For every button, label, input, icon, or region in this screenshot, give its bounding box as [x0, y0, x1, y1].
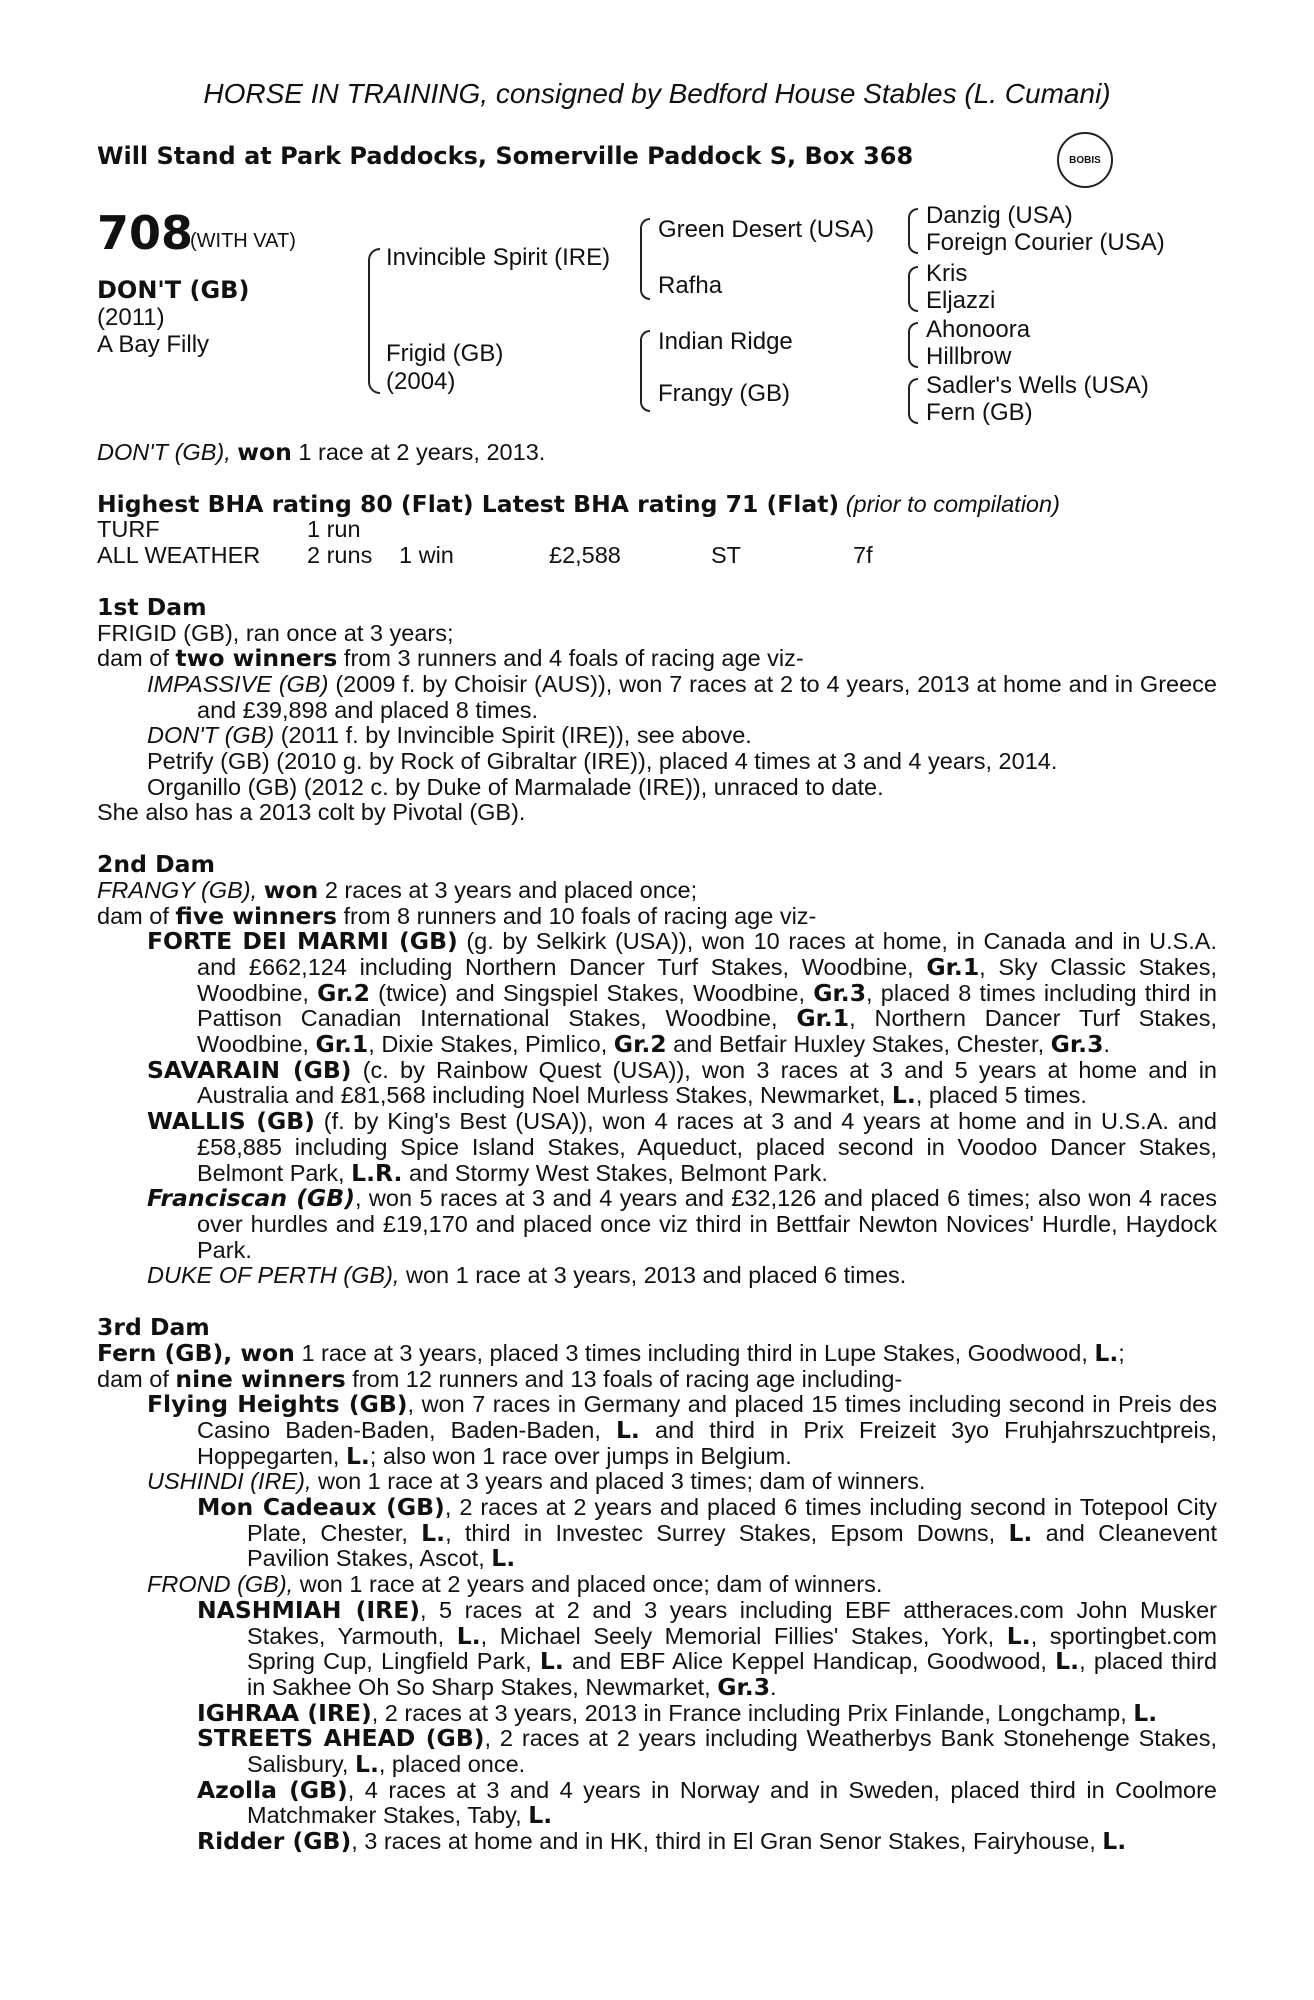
turf-record: TURF 1 run [97, 516, 361, 543]
bha-rating: Highest BHA rating 80 (Flat) Latest BHA rating 71 (Flat) (prior to compilation) [97, 489, 1060, 518]
sire-sire-sire: Danzig (USA) [926, 202, 1073, 229]
sire-dam-dam: Eljazzi [926, 287, 996, 314]
second-dam-heading: 2nd Dam [97, 850, 215, 879]
dam-dam: Frangy (GB) [658, 380, 791, 407]
second-dam-line: FRANGY (GB), won 2 races at 3 years and placed once; [97, 875, 698, 904]
third-dam-foal: Flying Heights (GB), won 7 races in Germany and placed 15 times including second in Preis des Casino Baden-Baden, Baden-Baden, L. and third in Prix Freizeit 3yo Fruhjahrszuchtpreis, Hoppegarten, L.; also won 1 race over jumps in Belgium. [147, 1390, 1217, 1470]
first-dam-heading: 1st Dam [97, 592, 207, 621]
dd-brace [908, 378, 918, 424]
dam-sire-dam: Hillbrow [926, 343, 1012, 370]
lot-number: 708 [97, 206, 194, 260]
first-dam-produce: dam of two winners from 3 runners and 4 foals of racing age viz- [97, 644, 804, 673]
dam: Frigid (GB) [386, 340, 504, 367]
second-dam-produce: dam of five winners from 8 runners and 10 foals of racing age viz- [97, 901, 817, 930]
sire-brace [640, 218, 650, 300]
first-dam-foal: IMPASSIVE (GB) (2009 f. by Choisir (AUS)), won 7 races at 2 to 4 years, 2013 at home and in Greece and £39,898 and placed 8 times. [147, 670, 1217, 723]
first-dam-foal: Organillo (GB) (2012 c. by Duke of Marmalade (IRE)), unraced to date. [147, 773, 884, 800]
race-summary: DON'T (GB), won 1 race at 2 years, 2013. [97, 438, 546, 466]
third-dam-grandfoal: IGHRAA (IRE), 2 races at 3 years, 2013 in France including Prix Finlande, Longchamp, L. [197, 1698, 1158, 1727]
horse-name: DON'T (GB) [97, 276, 250, 304]
first-dam-note: She also has a 2013 colt by Pivotal (GB). [97, 799, 526, 826]
dam-year: (2004) [386, 368, 456, 395]
stand-location: Will Stand at Park Paddocks, Somerville Paddock S, Box 368 [97, 142, 914, 170]
first-dam-foal: DON'T (GB) (2011 f. by Invincible Spirit (IRE)), see above. [147, 722, 752, 749]
pedigree-brace [368, 248, 380, 394]
third-dam-grandfoal: Mon Cadeaux (GB), 2 races at 2 years and placed 6 times including second in Totepool City Plate, Chester, L., third in Investec Surrey Stakes, Epsom Downs, L. and Cleanevent Pavilion Stakes, Ascot, L. [197, 1493, 1218, 1573]
third-dam-produce: dam of nine winners from 12 runners and 13 foals of racing age including- [97, 1364, 903, 1393]
third-dam-grandfoal: Ridder (GB), 3 races at home and in HK, third in El Gran Senor Stakes, Fairyhouse, L. [197, 1827, 1127, 1856]
sd-brace [908, 266, 918, 312]
second-dam-foal: WALLIS (GB) (f. by King's Best (USA)), won 4 races at 3 and 4 years at home and in U.S.A. and £58,885 including Spice Island Stakes, Aqueduct, placed second in Voodoo Dancer Stakes, Belmont Park, L.R. and Stormy West Stakes, Belmont Park. [147, 1107, 1217, 1187]
first-dam-line: FRIGID (GB), ran once at 3 years; [97, 619, 454, 646]
second-dam-foal: FORTE DEI MARMI (GB) (g. by Selkirk (USA)), won 10 races at home, in Canada and in U.S.A. and £662,124 including Northern Dancer Turf Stakes, Woodbine, Gr.1, Sky Classic Stakes, Woodbine, Gr.2 (twice) and Singspiel Stakes, Woodbine, Gr.3, placed 8 times including third in Pattison Canadian International Stakes, Woodbine, Gr.1, Northern Dancer Turf Stakes, Woodbine, Gr.1, Dixie Stakes, Pimlico, Gr.2 and Betfair Huxley Stakes, Chester, Gr.3. [147, 927, 1218, 1059]
horse-description: A Bay Filly [97, 331, 210, 358]
all-weather-record: ALL WEATHER 2 runs 1 win £2,588 ST 7f [97, 542, 873, 569]
sire: Invincible Spirit (IRE) [386, 244, 611, 271]
sire-dam: Rafha [658, 272, 723, 299]
bobis-logo-icon [1057, 132, 1113, 188]
third-dam-heading: 3rd Dam [97, 1313, 210, 1342]
third-dam-line: Fern (GB), won 1 race at 3 years, placed 3 times including third in Lupe Stakes, Goodwood, L.; [97, 1338, 1125, 1367]
foaling-year: (2011) [97, 304, 165, 331]
sire-sire-dam: Foreign Courier (USA) [926, 229, 1165, 256]
second-dam-foal: SAVARAIN (GB) (c. by Rainbow Quest (USA)), won 3 races at 3 and 5 years at home and in Australia and £81,568 including Noel Murless Stakes, Newmarket, L., placed 5 times. [147, 1055, 1217, 1110]
sire-sire: Green Desert (USA) [658, 216, 875, 243]
ds-brace [908, 322, 918, 368]
dam-sire: Indian Ridge [658, 328, 793, 355]
page-title: HORSE IN TRAINING, consigned by Bedford House Stables (L. Cumani) [203, 78, 1111, 109]
sire-dam-sire: Kris [926, 260, 968, 287]
dam-sire-sire: Ahonoora [926, 316, 1031, 343]
first-dam-foal: Petrify (GB) (2010 g. by Rock of Gibraltar (IRE)), placed 4 times at 3 and 4 years, 2014. [147, 748, 1058, 775]
third-dam-grandfoal: Azolla (GB), 4 races at 3 and 4 years in Norway and in Sweden, placed third in Coolmore Matchmaker Stakes, Taby, L. [197, 1775, 1217, 1830]
dam-dam-sire: Sadler's Wells (USA) [926, 372, 1149, 399]
dam-dam-dam: Fern (GB) [926, 399, 1033, 426]
catalogue-body [97, 440, 1217, 1855]
vat-note: (WITH VAT) [190, 230, 296, 252]
second-dam-foal: Franciscan (GB), won 5 races at 3 and 4 years and £32,126 and placed 6 times; also won 4 races over hurdles and £19,170 and placed once viz third in Bettfair Newton Novices' Hurdle, Haydock Park. [147, 1184, 1217, 1263]
third-dam-foal: FROND (GB), won 1 race at 2 years and placed once; dam of winners. [147, 1571, 883, 1598]
third-dam-foal: USHINDI (IRE), won 1 race at 3 years and placed 3 times; dam of winners. [147, 1468, 926, 1495]
dam-brace [640, 330, 650, 412]
third-dam-grandfoal: STREETS AHEAD (GB), 2 races at 2 years including Weatherbys Bank Stonehenge Stakes, Salisbury, L., placed once. [197, 1724, 1217, 1779]
third-dam-grandfoal: NASHMIAH (IRE), 5 races at 2 and 3 years including EBF attheraces.com John Musker Stakes, Yarmouth, L., Michael Seely Memorial Fillies' Stakes, York, L., sportingbet.com Spring Cup, Lingfield Park, L. and EBF Alice Keppel Handicap, Goodwood, L., placed third in Sakhee Oh So Sharp Stakes, Newmarket, Gr.3. [197, 1595, 1218, 1701]
second-dam-foal: DUKE OF PERTH (GB), won 1 race at 3 years, 2013 and placed 6 times. [147, 1262, 907, 1289]
ss-brace [908, 208, 918, 254]
logo-text: BOBIS [1069, 154, 1101, 166]
